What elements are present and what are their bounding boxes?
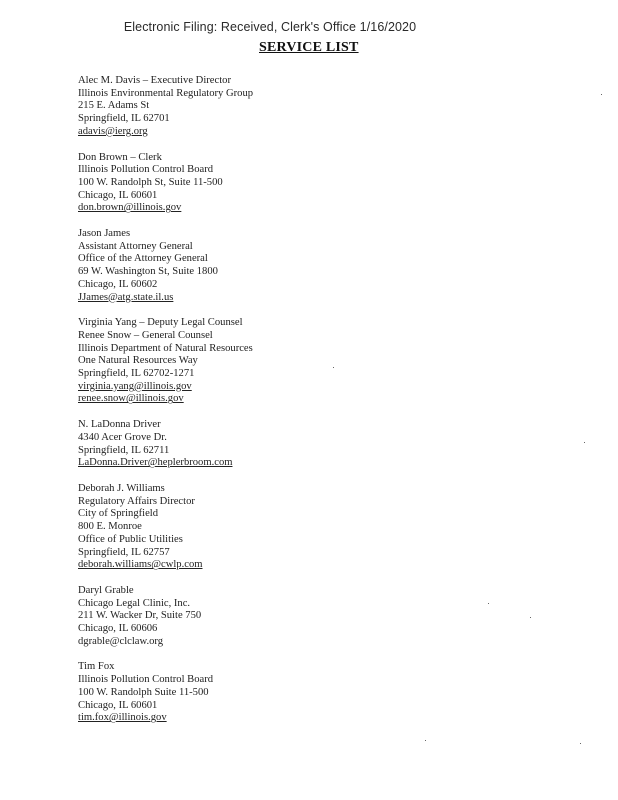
service-entry <box>78 661 438 725</box>
service-entry <box>78 228 438 304</box>
email-link[interactable]: virginia.yang@illinois.gov <box>78 380 192 392</box>
entry-line: Tim Fox <box>78 661 115 673</box>
entry-line: Illinois Pollution Control Board <box>78 164 214 176</box>
entry-line: Illinois Department of Natural Resources <box>78 342 253 354</box>
entry-line: Don Brown – Clerk <box>78 151 162 163</box>
email-link[interactable]: deborah.williams@cwlp.com <box>78 559 203 571</box>
filing-stamp: Electronic Filing: Received, Clerk's Office 1/16/2020 <box>123 20 417 34</box>
scan-speck <box>488 603 489 604</box>
entry-line: Chicago, IL 60606 <box>78 623 158 635</box>
scan-speck <box>580 743 581 744</box>
entry-line: Chicago, IL 60602 <box>78 278 158 290</box>
email-link[interactable]: JJames@atg.state.il.us <box>78 291 174 303</box>
entry-line: Virginia Yang – Deputy Legal Counsel <box>78 317 243 329</box>
email-link[interactable]: don.brown@illinois.gov <box>78 202 182 214</box>
scan-speck <box>584 442 585 443</box>
email-link[interactable]: LaDonna.Driver@heplerbroom.com <box>78 457 233 469</box>
scan-speck <box>425 740 426 741</box>
entry-line: Office of the Attorney General <box>78 253 208 265</box>
entry-line: 69 W. Washington St, Suite 1800 <box>78 266 218 278</box>
service-entry <box>78 483 438 572</box>
entry-line: Illinois Pollution Control Board <box>78 674 214 686</box>
entry-line: 100 W. Randolph St, Suite 11-500 <box>78 176 223 188</box>
entry-line: 211 W. Wacker Dr, Suite 750 <box>78 610 202 622</box>
entry-line: N. LaDonna Driver <box>78 419 161 431</box>
entry-line: Deborah J. Williams <box>78 482 165 494</box>
entry-line: Illinois Environmental Regulatory Group <box>78 87 254 99</box>
scan-speck <box>530 617 531 618</box>
service-entry <box>78 317 438 406</box>
entry-line: One Natural Resources Way <box>78 355 198 367</box>
service-list <box>78 75 438 738</box>
entry-line: 100 W. Randolph Suite 11-500 <box>78 686 209 698</box>
entry-line: Chicago Legal Clinic, Inc. <box>78 597 191 609</box>
service-entry <box>78 585 438 649</box>
entry-line: Springfield, IL 62711 <box>78 444 170 456</box>
entry-line: Chicago, IL 60601 <box>78 189 158 201</box>
entry-line: 4340 Acer Grove Dr. <box>78 431 167 443</box>
scan-speck <box>601 94 602 95</box>
entry-line: Chicago, IL 60601 <box>78 699 158 711</box>
email-link[interactable]: renee.snow@illinois.gov <box>78 393 184 405</box>
entry-line: Assistant Attorney General <box>78 240 193 252</box>
service-entry <box>78 75 438 139</box>
entry-line: Regulatory Affairs Director <box>78 495 195 507</box>
entry-line: Springfield, IL 62701 <box>78 113 170 125</box>
entry-line: Office of Public Utilities <box>78 533 183 545</box>
entry-line: Springfield, IL 62702-1271 <box>78 368 195 380</box>
entry-line: Alec M. Davis – Executive Director <box>78 75 231 86</box>
entry-line: Renee Snow – General Counsel <box>78 329 213 341</box>
entry-line: Springfield, IL 62757 <box>78 546 170 558</box>
entry-line: Daryl Grable <box>78 584 134 596</box>
email-link[interactable]: tim.fox@illinois.gov <box>78 712 167 724</box>
entry-line: 800 E. Monroe <box>78 521 142 533</box>
service-entry <box>78 152 438 216</box>
entry-line: Jason James <box>78 228 131 240</box>
email-link[interactable]: adavis@ierg.org <box>78 125 148 137</box>
service-entry <box>78 419 438 470</box>
entry-line[interactable]: dgrable@clclaw.org <box>78 635 164 647</box>
entry-line: City of Springfield <box>78 508 159 520</box>
entry-line: 215 E. Adams St <box>78 100 150 112</box>
page-title: SERVICE LIST <box>259 40 359 55</box>
scan-speck <box>333 367 334 368</box>
